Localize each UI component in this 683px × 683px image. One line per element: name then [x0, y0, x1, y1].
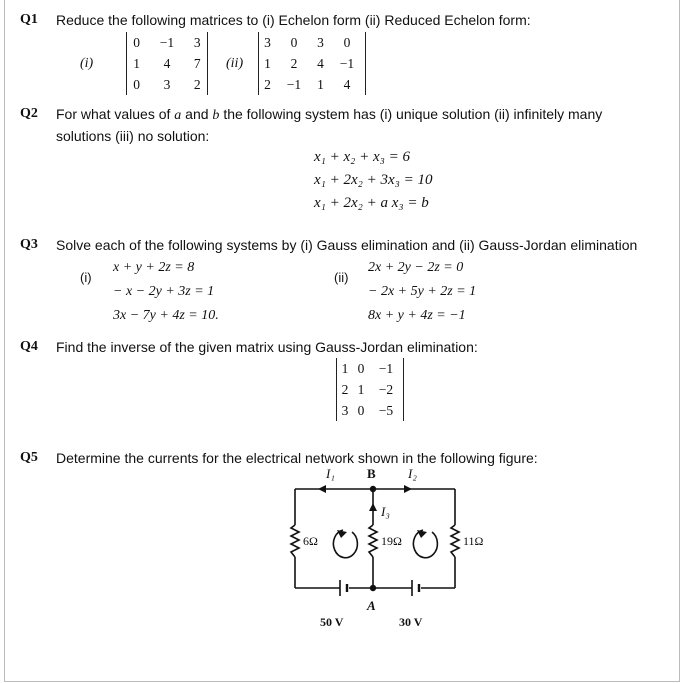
q1-mi-r1c2: 7 [193, 55, 201, 71]
q2-text-and: and [185, 106, 209, 122]
q1-mii-r0c2: 3 [317, 34, 324, 50]
resistor-19ohm [369, 525, 377, 557]
label-node-b: B [367, 466, 376, 481]
resistor-6ohm [291, 525, 299, 557]
q1-mii-r2c0: 2 [264, 76, 271, 92]
q4-m-r1c0: 2 [341, 381, 349, 397]
i2-arrow-icon [404, 485, 412, 493]
node-b-dot [370, 486, 376, 492]
q1-number: Q1 [20, 12, 38, 27]
q3-text: Solve each of the following systems by (i) Gauss elimination and (ii) Gauss-Jordan elimination [56, 237, 638, 253]
q1-mi-r1c0: 1 [133, 55, 141, 71]
q4-m-r2c2: −5 [378, 402, 394, 418]
q4-m-r0c2: −1 [378, 360, 394, 376]
i3-arrow-icon [369, 503, 377, 511]
q2-text-line2: solutions (iii) no solution: [56, 128, 210, 144]
loop-arrow-right [413, 530, 437, 558]
i1-arrow-icon [318, 485, 326, 493]
q4-m-r2c1: 0 [357, 402, 365, 418]
loop-left-arrowhead-icon [337, 530, 347, 538]
q4-m-r0c0: 1 [341, 360, 349, 376]
q1-mii-r0c1: 0 [290, 34, 298, 50]
label-19ohm: 19Ω [381, 534, 402, 548]
q1-mii-r2c2: 1 [317, 76, 324, 92]
q1-mii-r1c3: −1 [339, 55, 355, 71]
q4-text: Find the inverse of the given matrix using Gauss-Jordan elimination: [56, 339, 478, 355]
q5-text: Determine the currents for the electrical network shown in the following figure: [56, 450, 538, 466]
label-30v: 30 V [399, 615, 423, 629]
label-node-a: A [367, 598, 376, 613]
q1-mi-r0c1: −1 [159, 34, 175, 50]
q3-system-ii-eq3: 8x + y + 4z = −1 [368, 308, 466, 323]
q1-mii-r1c2: 4 [317, 55, 324, 71]
q4-m-r1c1: 1 [357, 381, 365, 397]
q4-number: Q4 [20, 339, 38, 354]
q3-system-ii-eq2: − 2x + 5y + 2z = 1 [368, 284, 477, 299]
q2-equation-2: x₁ + 2x₂ + 3x₃ = 10 [314, 172, 433, 188]
label-6ohm: 6Ω [303, 534, 318, 548]
node-a-dot [370, 585, 376, 591]
q1-mii-r1c1: 2 [290, 55, 298, 71]
label-i2: I₂ [408, 466, 417, 481]
q1-mi-r0c2: 3 [193, 34, 201, 50]
q4-m-r0c1: 0 [357, 360, 365, 376]
q2-text-pre: For what values of [56, 106, 171, 122]
q2-equation-3: x₁ + 2x₂ + a x₃ = b [314, 195, 429, 211]
q1-mi-r2c1: 3 [163, 76, 171, 92]
q1-mii-r1c0: 1 [264, 55, 271, 71]
label-i3: I₃ [381, 504, 390, 519]
q1-mi-r0c0: 0 [133, 34, 141, 50]
q1-mi-r2c2: 2 [193, 76, 201, 92]
q3-number: Q3 [20, 237, 38, 252]
q1-mii-r0c3: 0 [343, 34, 351, 50]
q1-mi-r2c0: 0 [133, 76, 141, 92]
label-i1: I₁ [326, 466, 335, 481]
q2-equation-1: x₁ + x₂ + x₃ = 6 [314, 149, 410, 165]
q1-label-i: (i) [80, 56, 94, 71]
q1-mii-r2c1: −1 [286, 76, 302, 92]
q3-system-i-eq1: x + y + 2z = 8 [113, 260, 195, 275]
q3-system-ii-eq1: 2x + 2y − 2z = 0 [368, 260, 464, 275]
q1-text: Reduce the following matrices to (i) Echelon form (ii) Reduced Echelon form: [56, 12, 531, 28]
resistor-11ohm [451, 525, 459, 557]
q4-m-r2c0: 3 [341, 402, 349, 418]
q3-system-i-eq3: 3x − 7y + 4z = 10. [113, 308, 219, 323]
loop-arrow-left [333, 530, 357, 558]
q2-number: Q2 [20, 106, 38, 121]
q2-var-b: b [212, 108, 220, 123]
q4-m-r1c2: −2 [378, 381, 394, 397]
q1-mii-r0c0: 3 [264, 34, 271, 50]
q3-label-i: (i) [80, 270, 92, 285]
loop-right-arrowhead-icon [417, 530, 427, 538]
q2-text-post: the following system has (i) unique solution (ii) infinitely many [223, 106, 603, 122]
q2-var-a: a [174, 108, 182, 123]
q5-number: Q5 [20, 450, 38, 465]
q1-label-ii: (ii) [226, 56, 244, 71]
q1-mii-r2c3: 4 [343, 76, 351, 92]
label-11ohm: 11Ω [463, 534, 484, 548]
label-50v: 50 V [320, 615, 344, 629]
q3-system-i-eq2: − x − 2y + 3z = 1 [113, 284, 215, 299]
q3-label-ii: (ii) [334, 270, 349, 285]
q1-mi-r1c1: 4 [163, 55, 171, 71]
